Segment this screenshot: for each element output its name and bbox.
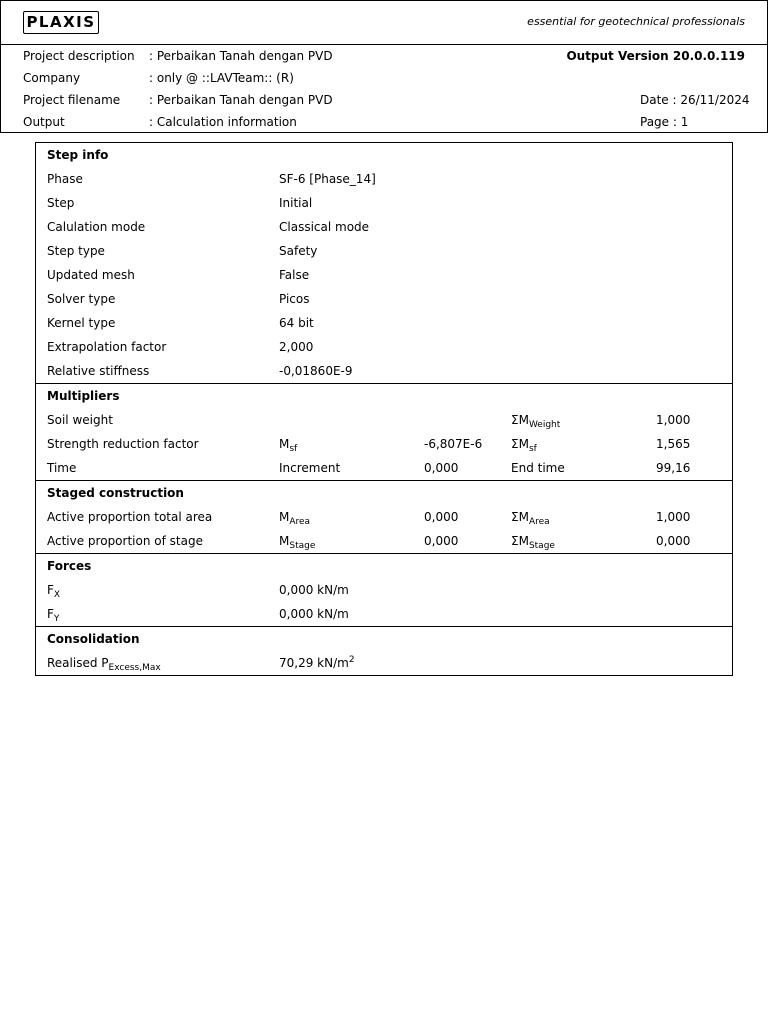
sum-symbol: $\Sigma M_{sf}$ bbox=[511, 437, 537, 454]
page-number: Page : 1 bbox=[640, 115, 689, 129]
row-label: Kernel type bbox=[47, 316, 116, 330]
table-row bbox=[36, 456, 732, 480]
row-value: Picos bbox=[279, 292, 310, 306]
multiplier-symbol: $M_{Area}$ bbox=[279, 510, 311, 527]
meta-row-filename bbox=[1, 89, 767, 111]
row-value: 2,000 bbox=[279, 340, 314, 354]
realised-pressure-label: Realised $P_{Excess,Max}$ bbox=[47, 656, 161, 673]
table-row bbox=[36, 239, 732, 263]
force-x-value: 0,000 kN/m bbox=[279, 583, 349, 597]
row-label: Phase bbox=[47, 172, 83, 186]
sum-value: 1,565 bbox=[656, 437, 691, 451]
row-label: Solver type bbox=[47, 292, 116, 306]
multiplier-symbol: $M_{Stage}$ bbox=[279, 534, 316, 551]
table-row bbox=[36, 651, 732, 675]
row-label: Relative stiffness bbox=[47, 364, 150, 378]
company-label: Company bbox=[23, 71, 81, 85]
end-time-label: End time bbox=[511, 461, 565, 475]
row-value: Classical mode bbox=[279, 220, 370, 234]
table-row bbox=[36, 408, 732, 432]
row-value: Safety bbox=[279, 244, 318, 258]
output-version: Output Version 20.0.0.119 bbox=[566, 49, 745, 63]
multiplier-symbol: $M_{sf}$ bbox=[279, 437, 298, 454]
sum-symbol: $\Sigma M_{Weight}$ bbox=[511, 413, 561, 430]
row-label: Step type bbox=[47, 244, 105, 258]
row-value: -0,01860E-9 bbox=[279, 364, 353, 378]
project-filename-value: : Perbaikan Tanah dengan PVD bbox=[149, 93, 333, 107]
table-row bbox=[36, 505, 732, 529]
row-label: Updated mesh bbox=[47, 268, 135, 282]
project-meta bbox=[0, 44, 768, 133]
section-title: Staged construction bbox=[47, 486, 184, 500]
meta-row-description bbox=[1, 45, 767, 67]
sum-symbol: $\Sigma M_{Area}$ bbox=[511, 510, 550, 527]
row-label: Time bbox=[47, 461, 77, 475]
force-y-value: 0,000 kN/m bbox=[279, 607, 349, 621]
table-row bbox=[36, 215, 732, 239]
multiplier-value: 0,000 bbox=[424, 510, 459, 524]
section-staged-construction bbox=[36, 480, 732, 553]
section-forces bbox=[36, 553, 732, 626]
table-row bbox=[36, 602, 732, 626]
row-label: Extrapolation factor bbox=[47, 340, 167, 354]
table-row bbox=[36, 287, 732, 311]
meta-row-company bbox=[1, 67, 767, 89]
tagline: essential for geotechnical professionals bbox=[527, 15, 745, 28]
section-step-info bbox=[36, 143, 732, 383]
meta-row-output bbox=[1, 111, 767, 133]
table-row bbox=[36, 335, 732, 359]
row-label: Step bbox=[47, 196, 75, 210]
section-consolidation bbox=[36, 626, 732, 675]
row-label: Active proportion total area bbox=[47, 510, 213, 524]
multiplier-value: -6,807E-6 bbox=[424, 437, 483, 451]
plaxis-logo: PLAXIS bbox=[23, 11, 99, 34]
row-value: SF-6 [Phase_14] bbox=[279, 172, 376, 186]
increment-label: Increment bbox=[279, 461, 341, 475]
end-time-value: 99,16 bbox=[656, 461, 691, 475]
table-row bbox=[36, 311, 732, 335]
sum-value: 0,000 bbox=[656, 534, 691, 548]
row-value: 64 bit bbox=[279, 316, 314, 330]
row-label: Active proportion of stage bbox=[47, 534, 203, 548]
table-row bbox=[36, 432, 732, 456]
project-description-value: : Perbaikan Tanah dengan PVD bbox=[149, 49, 333, 63]
date-text: Date : 26/11/2024 bbox=[640, 93, 750, 107]
section-title: Multipliers bbox=[47, 389, 120, 403]
section-title: Consolidation bbox=[47, 632, 140, 646]
row-label: Calulation mode bbox=[47, 220, 146, 234]
force-x-label: $F_X$ bbox=[47, 583, 61, 600]
table-row bbox=[36, 263, 732, 287]
sum-value: 1,000 bbox=[656, 510, 691, 524]
row-value: False bbox=[279, 268, 310, 282]
table-row bbox=[36, 359, 732, 383]
table-row bbox=[36, 191, 732, 215]
table-row bbox=[36, 529, 732, 553]
project-filename-label: Project filename bbox=[23, 93, 121, 107]
calculation-info-table bbox=[35, 142, 733, 676]
company-value: : only @ ::LAVTeam:: (R) bbox=[149, 71, 294, 85]
sum-symbol: $\Sigma M_{Stage}$ bbox=[511, 534, 555, 551]
output-value: : Calculation information bbox=[149, 115, 297, 129]
force-y-label: $F_Y$ bbox=[47, 607, 60, 624]
row-label: Strength reduction factor bbox=[47, 437, 199, 451]
page-header bbox=[0, 0, 768, 45]
multiplier-value: 0,000 bbox=[424, 534, 459, 548]
realised-pressure-value: 70,29 $kN/m^2$ bbox=[279, 655, 355, 670]
table-row bbox=[36, 167, 732, 191]
row-label: Soil weight bbox=[47, 413, 113, 427]
project-description-label: Project description bbox=[23, 49, 135, 63]
table-row bbox=[36, 578, 732, 602]
section-title: Step info bbox=[47, 148, 109, 162]
row-value: Initial bbox=[279, 196, 313, 210]
output-label: Output bbox=[23, 115, 65, 129]
section-title: Forces bbox=[47, 559, 92, 573]
sum-value: 1,000 bbox=[656, 413, 691, 427]
increment-value: 0,000 bbox=[424, 461, 459, 475]
section-multipliers bbox=[36, 383, 732, 480]
